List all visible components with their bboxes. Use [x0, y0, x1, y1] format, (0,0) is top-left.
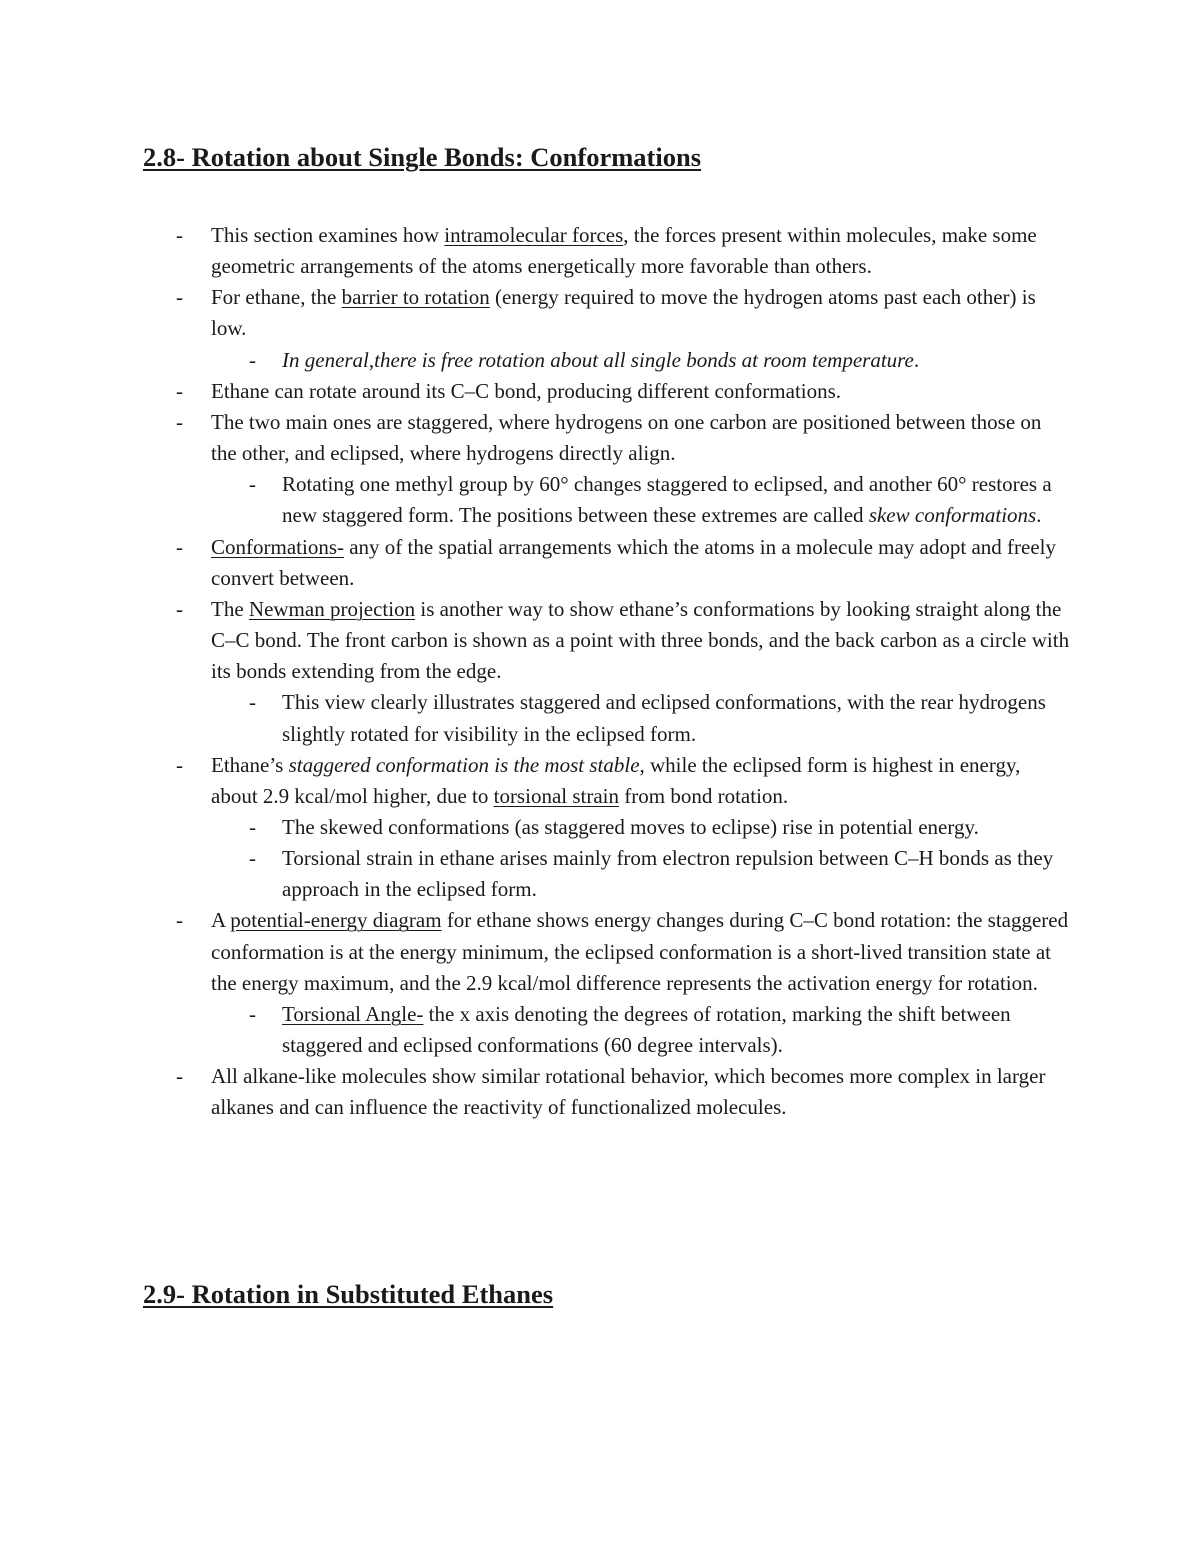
bullet-text-segment: Torsional strain in ethane arises mainly from electron repulsion between C–H bonds as they approach in the eclipsed form. — [282, 846, 1054, 902]
sub-bullet-item — [0, 999, 1072, 1061]
bullet-text-segment: Torsional Angle- — [282, 1001, 424, 1026]
bullet-text-segment: for ethane shows energy changes during C–C bond rotation: the staggered conformation is at the energy minimum, the eclipsed conformation is a short-lived transition state at the energy maximum, and the 2.9 kcal/mol difference represents the activation energy for rotation. — [211, 908, 1069, 995]
bullet-text-segment: . — [1036, 503, 1042, 528]
bullet-item — [0, 905, 1071, 998]
bullet-text-segment: . — [913, 347, 920, 372]
bullet-text-segment: Rotating one methyl group by 60° changes staggered to eclipsed, and another 60° restores a new staggered form. The positions between these extremes are called — [282, 472, 1052, 528]
bullet-dash: - — [176, 1064, 183, 1089]
sub-bullet-item — [0, 687, 1072, 749]
bullet-text-segment: torsional strain — [493, 783, 620, 808]
bullet-text-segment: The skewed conformations (as staggered moves to eclipse) rise in potential energy. — [282, 814, 979, 839]
sub-bullet-item — [0, 345, 1072, 376]
bullet-dash: - — [249, 690, 256, 715]
bullet-item — [0, 532, 1071, 594]
bullet-dash: - — [176, 596, 183, 621]
bullet-text-segment: any of the spatial arrangements which the atoms in a molecule may adopt and freely convert between. — [211, 534, 1056, 590]
bullet-list — [0, 220, 1200, 1124]
bullet-dash: - — [249, 1001, 256, 1026]
bullet-text-segment: Ethane’s — [211, 752, 289, 777]
bullet-text-segment: potential-energy diagram — [230, 908, 442, 933]
bullet-text-segment: The — [211, 596, 249, 621]
bullet-text-segment: intramolecular forces — [444, 223, 624, 247]
bullet-text-segment: , while the eclipsed form is highest in energy, about 2.9 kcal/mol higher, due to — [211, 752, 1021, 808]
bullet-text-segment: Newman projection — [248, 596, 416, 621]
bullet-dash: - — [249, 472, 256, 497]
bullet-text-segment: (energy required to move the hydrogen atoms past each other) is low. — [211, 285, 1036, 341]
bullet-item — [0, 594, 1071, 687]
bullet-text-segment: from bond rotation. — [619, 783, 789, 808]
sub-bullet-item — [0, 843, 1072, 905]
bullet-dash: - — [249, 814, 256, 839]
section-heading-2-9: 2.9- Rotation in Substituted Ethanes — [143, 1279, 554, 1309]
section-heading-2-8: 2.8- Rotation about Single Bonds: Conformations — [143, 142, 702, 172]
bullet-text-segment: skew conformations — [868, 503, 1037, 528]
bullet-dash: - — [249, 347, 256, 372]
bullet-text-segment: This view clearly illustrates staggered and eclipsed conformations, with the rear hydrogens slightly rotated for visibility in the eclipsed form. — [282, 690, 1046, 746]
bullet-text-segment: the x axis denoting the degrees of rotation, marking the shift between staggered and eclipsed conformations (60 degree intervals). — [282, 1001, 1011, 1058]
bullet-text-segment: A — [211, 908, 231, 933]
bullet-text-segment: In general,there is free rotation about all single bonds at room temperature — [282, 347, 914, 372]
bullet-item — [0, 1061, 1071, 1123]
bullet-dash: - — [249, 846, 256, 871]
bullet-item — [0, 750, 1071, 812]
bullet-text-segment: For ethane, the — [211, 285, 342, 310]
bullet-item — [0, 407, 1071, 469]
bullet-dash: - — [176, 908, 183, 933]
bullet-text-segment: Ethane can rotate around its C–C bond, producing different conformations. — [211, 378, 842, 403]
bullet-dash: - — [176, 752, 183, 777]
bullet-dash: - — [176, 223, 183, 247]
bullet-text-segment: The two main ones are staggered, where hydrogens on one carbon are positioned between those on the other, and eclipsed, where hydrogens directly align. — [211, 409, 1042, 466]
bullet-item — [0, 220, 1071, 282]
bullet-text-segment: barrier to rotation — [341, 285, 490, 310]
bullet-text-segment: Conformations- — [211, 534, 344, 559]
bullet-text-segment: All alkane-like molecules show similar rotational behavior, which becomes more complex in larger alkanes and can influence the reactivity of functionalized molecules. — [211, 1064, 1046, 1120]
bullet-dash: - — [176, 409, 183, 434]
bullet-text-segment: , the forces present within molecules, make some geometric arrangements of the atoms energetically more favorable than others. — [211, 223, 1037, 279]
sub-bullet-item — [0, 812, 1072, 843]
bullet-item — [0, 282, 1071, 344]
sub-bullet-item — [0, 469, 1072, 531]
bullet-dash: - — [176, 378, 183, 403]
bullet-dash: - — [176, 285, 183, 310]
bullet-item — [0, 376, 1071, 407]
bullet-text-segment: This section examines how — [211, 223, 445, 247]
bullet-text-segment: staggered conformation is the most stable — [288, 752, 640, 777]
bullet-dash: - — [176, 534, 183, 559]
bullet-text-segment: is another way to show ethane’s conformations by looking straight along the C–C bond. The front carbon is shown as a point with three bonds, and the back carbon as a circle with its bonds extending from the edge. — [211, 596, 1070, 684]
